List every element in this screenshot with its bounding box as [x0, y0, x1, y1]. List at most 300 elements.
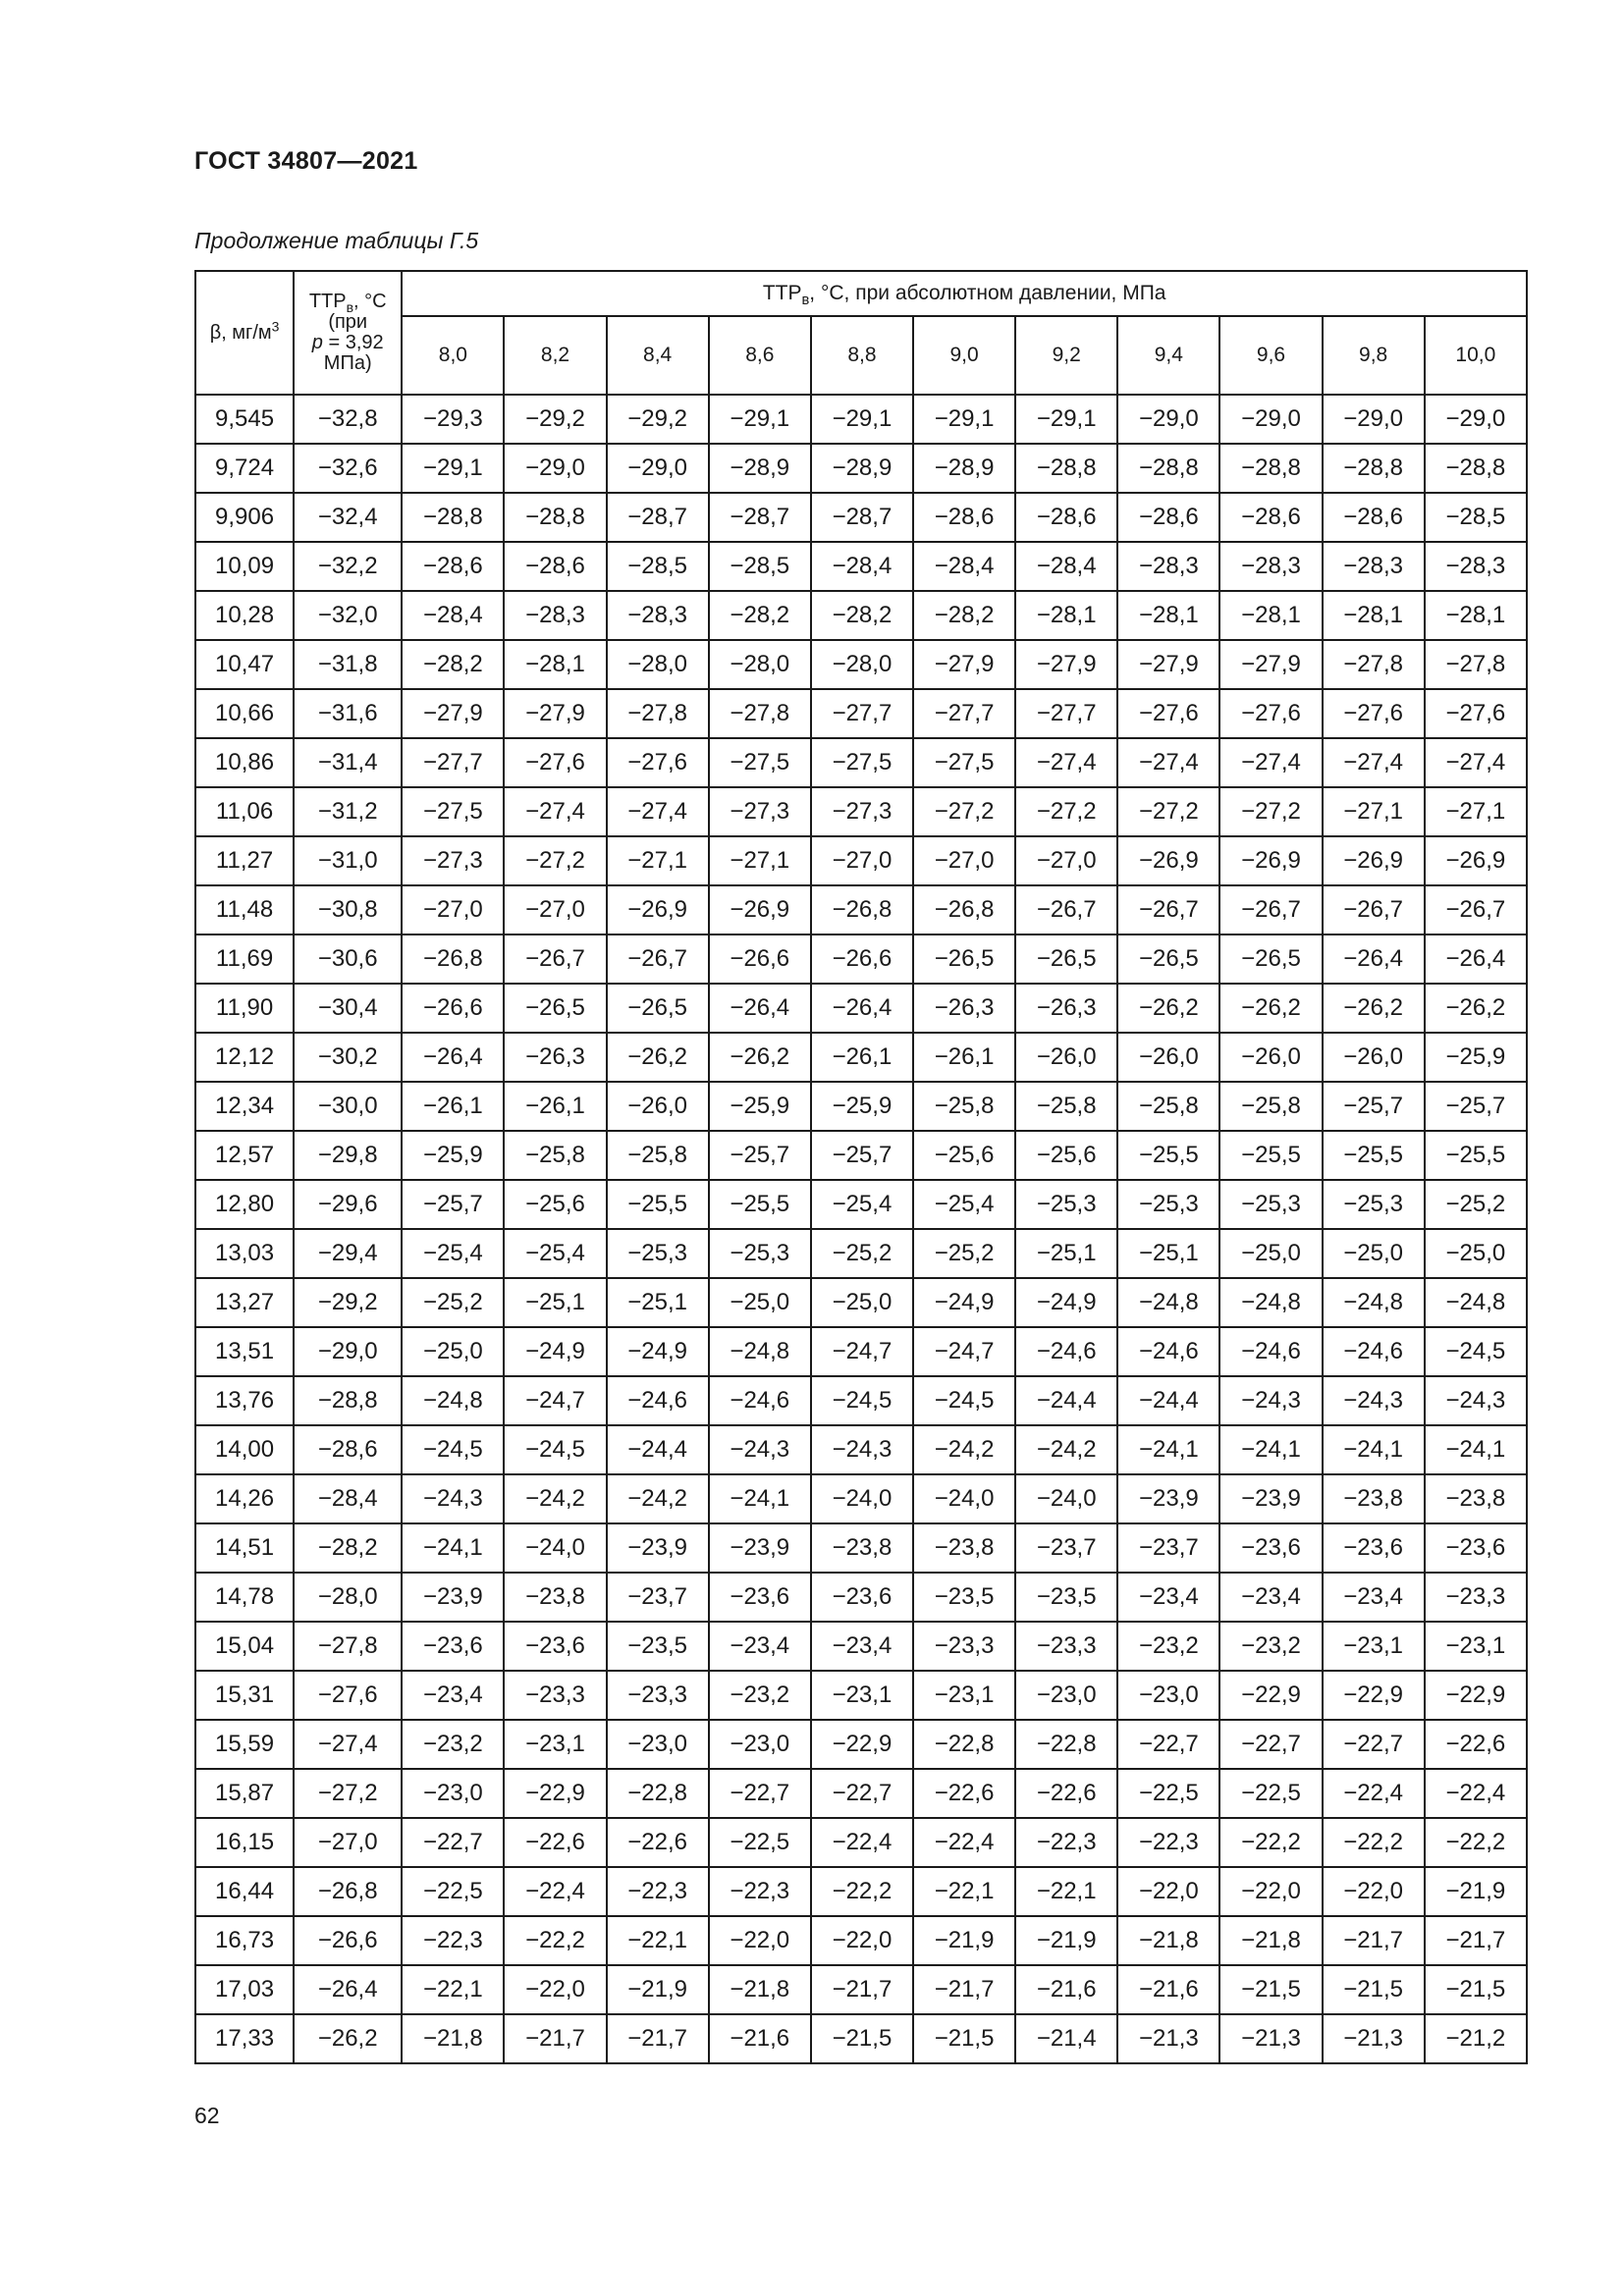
ttr-value-cell: −25,1 — [607, 1278, 709, 1327]
ttr-value-cell: −21,7 — [811, 1965, 913, 2014]
ttr-value-cell: −24,5 — [1425, 1327, 1527, 1376]
ttr-value-cell: −27,9 — [402, 689, 504, 738]
ttr-value-cell: −25,0 — [1219, 1229, 1322, 1278]
ttr-value-cell: −25,0 — [1425, 1229, 1527, 1278]
ttr-value-cell: −22,3 — [402, 1916, 504, 1965]
ttr-value-cell: −26,8 — [913, 885, 1015, 934]
ttr-value-cell: −23,2 — [1219, 1622, 1322, 1671]
ttr-value-cell: −22,7 — [1117, 1720, 1219, 1769]
ttr-value-cell: −25,1 — [1117, 1229, 1219, 1278]
ttr-value-cell: −21,8 — [402, 2014, 504, 2063]
beta-cell: 9,906 — [195, 493, 294, 542]
ttr-value-cell: −25,0 — [709, 1278, 811, 1327]
beta-cell: 11,48 — [195, 885, 294, 934]
ttr-value-cell: −23,4 — [811, 1622, 913, 1671]
ttr-base-cell: −30,8 — [294, 885, 402, 934]
ttr-value-cell: −26,3 — [504, 1033, 606, 1082]
ttr-value-cell: −23,3 — [504, 1671, 606, 1720]
ttr-value-cell: −21,7 — [607, 2014, 709, 2063]
ttr-value-cell: −29,3 — [402, 395, 504, 444]
ttr-value-cell: −26,1 — [811, 1033, 913, 1082]
ttr-value-cell: −27,5 — [402, 787, 504, 836]
ttr-value-cell: −28,1 — [1425, 591, 1527, 640]
table-row — [195, 1769, 1527, 1818]
ttr-value-cell: −28,3 — [1425, 542, 1527, 591]
ttr-value-cell: −27,1 — [1425, 787, 1527, 836]
ttr-value-cell: −25,8 — [1219, 1082, 1322, 1131]
beta-cell: 12,57 — [195, 1131, 294, 1180]
beta-column-header — [195, 271, 294, 395]
beta-cell: 10,47 — [195, 640, 294, 689]
ttr-value-cell: −29,0 — [1117, 395, 1219, 444]
ttr-value-cell: −21,9 — [607, 1965, 709, 2014]
beta-cell: 10,28 — [195, 591, 294, 640]
ttr-value-cell: −21,7 — [913, 1965, 1015, 2014]
ttr-value-cell: −26,2 — [1425, 984, 1527, 1033]
ttr-base-cell: −30,0 — [294, 1082, 402, 1131]
ttr-value-cell: −28,1 — [1323, 591, 1425, 640]
ttr-value-cell: −27,9 — [1015, 640, 1117, 689]
ttr-base-cell: −26,8 — [294, 1867, 402, 1916]
table-row — [195, 1278, 1527, 1327]
ttr-value-cell: −22,0 — [1219, 1867, 1322, 1916]
ttr-value-cell: −23,8 — [811, 1523, 913, 1573]
ttr-value-cell: −28,2 — [811, 591, 913, 640]
ttr-value-cell: −25,8 — [913, 1082, 1015, 1131]
table-row — [195, 1573, 1527, 1622]
ttr-value-cell: −27,7 — [402, 738, 504, 787]
ttr-value-cell: −21,8 — [1219, 1916, 1322, 1965]
ttr-value-cell: −25,9 — [709, 1082, 811, 1131]
ttr-value-cell: −27,6 — [1323, 689, 1425, 738]
ttr-value-cell: −26,9 — [709, 885, 811, 934]
ttr-value-cell: −22,5 — [1117, 1769, 1219, 1818]
ttr-value-cell: −25,4 — [402, 1229, 504, 1278]
table-row — [195, 640, 1527, 689]
ttr-value-cell: −29,1 — [811, 395, 913, 444]
ttr-value-cell: −28,3 — [1117, 542, 1219, 591]
ttr-value-cell: −28,5 — [607, 542, 709, 591]
ttr-value-cell: −27,9 — [1117, 640, 1219, 689]
ttr-value-cell: −24,6 — [1117, 1327, 1219, 1376]
ttr-value-cell: −22,7 — [1323, 1720, 1425, 1769]
beta-cell: 13,76 — [195, 1376, 294, 1425]
ttr-value-cell: −27,0 — [1015, 836, 1117, 885]
ttr-value-cell: −27,2 — [913, 787, 1015, 836]
ttr-value-cell: −23,4 — [1117, 1573, 1219, 1622]
ttr-value-cell: −27,4 — [1117, 738, 1219, 787]
ttr-base-cell: −30,4 — [294, 984, 402, 1033]
ttr-header-line4: МПа) — [323, 352, 372, 374]
beta-cell: 16,15 — [195, 1818, 294, 1867]
ttr-value-cell: −25,7 — [811, 1131, 913, 1180]
ttr-value-cell: −22,0 — [504, 1965, 606, 2014]
ttr-value-cell: −27,4 — [1425, 738, 1527, 787]
ttr-value-cell: −26,4 — [1425, 934, 1527, 984]
ttr-value-cell: −26,9 — [1117, 836, 1219, 885]
ttr-base-cell: −32,4 — [294, 493, 402, 542]
group-header-sub: в — [801, 293, 810, 309]
ttr-value-cell: −23,9 — [607, 1523, 709, 1573]
ttr-value-cell: −22,1 — [913, 1867, 1015, 1916]
table-row — [195, 836, 1527, 885]
ttr-value-cell: −22,4 — [504, 1867, 606, 1916]
group-header-rest: , °С, при абсолютном давлении, МПа — [809, 282, 1166, 304]
ttr-base-cell: −29,6 — [294, 1180, 402, 1229]
ttr-value-cell: −27,5 — [913, 738, 1015, 787]
ttr-value-cell: −26,7 — [504, 934, 606, 984]
ttr-value-cell: −25,5 — [607, 1180, 709, 1229]
ttr-value-cell: −25,5 — [1323, 1131, 1425, 1180]
ttr-value-cell: −24,8 — [1425, 1278, 1527, 1327]
ttr-base-cell: −26,4 — [294, 1965, 402, 2014]
ttr-value-cell: −24,9 — [504, 1327, 606, 1376]
ttr-base-cell: −26,6 — [294, 1916, 402, 1965]
ttr-value-cell: −26,9 — [1425, 836, 1527, 885]
ttr-value-cell: −24,2 — [1015, 1425, 1117, 1474]
ttr-value-cell: −28,6 — [504, 542, 606, 591]
ttr-value-cell: −22,0 — [1323, 1867, 1425, 1916]
ttr-value-cell: −27,3 — [811, 787, 913, 836]
ttr-value-cell: −28,7 — [709, 493, 811, 542]
ttr-value-cell: −25,7 — [1323, 1082, 1425, 1131]
ttr-value-cell: −22,2 — [1425, 1818, 1527, 1867]
ttr-value-cell: −21,3 — [1117, 2014, 1219, 2063]
ttr-value-cell: −25,2 — [1425, 1180, 1527, 1229]
ttr-base-cell: −27,0 — [294, 1818, 402, 1867]
ttr-value-cell: −25,6 — [913, 1131, 1015, 1180]
table-row — [195, 1622, 1527, 1671]
ttr-value-cell: −24,7 — [811, 1327, 913, 1376]
ttr-value-cell: −27,4 — [607, 787, 709, 836]
table-row — [195, 1474, 1527, 1523]
ttr-value-cell: −23,9 — [1117, 1474, 1219, 1523]
beta-cell: 13,27 — [195, 1278, 294, 1327]
ttr-value-cell: −25,6 — [504, 1180, 606, 1229]
ttr-value-cell: −22,7 — [1219, 1720, 1322, 1769]
ttr-value-cell: −27,1 — [1323, 787, 1425, 836]
ttr-value-cell: −29,2 — [607, 395, 709, 444]
table-row — [195, 1720, 1527, 1769]
ttr-value-cell: −28,3 — [1219, 542, 1322, 591]
ttr-value-cell: −23,0 — [709, 1720, 811, 1769]
ttr-value-cell: −25,3 — [607, 1229, 709, 1278]
ttr-value-cell: −24,6 — [607, 1376, 709, 1425]
ttr-value-cell: −22,4 — [913, 1818, 1015, 1867]
ttr-value-cell: −23,4 — [402, 1671, 504, 1720]
ttr-value-cell: −25,9 — [811, 1082, 913, 1131]
ttr-value-cell: −22,0 — [709, 1916, 811, 1965]
ttr-base-cell: −28,4 — [294, 1474, 402, 1523]
ttr-value-cell: −22,3 — [1117, 1818, 1219, 1867]
ttr-value-cell: −25,3 — [1323, 1180, 1425, 1229]
ttr-value-cell: −24,8 — [1323, 1278, 1425, 1327]
ttr-value-cell: −23,0 — [607, 1720, 709, 1769]
ttr-value-cell: −22,5 — [1219, 1769, 1322, 1818]
ttr-value-cell: −24,6 — [1323, 1327, 1425, 1376]
ttr-value-cell: −23,5 — [913, 1573, 1015, 1622]
ttr-value-cell: −27,3 — [402, 836, 504, 885]
ttr-value-cell: −27,8 — [1425, 640, 1527, 689]
pressure-column-header: 8,4 — [607, 316, 709, 395]
ttr-value-cell: −25,7 — [709, 1131, 811, 1180]
ttr-value-cell: −25,1 — [504, 1278, 606, 1327]
ttr-value-cell: −22,0 — [1117, 1867, 1219, 1916]
ttr-value-cell: −23,7 — [1117, 1523, 1219, 1573]
table-row — [195, 1671, 1527, 1720]
ttr-value-cell: −27,2 — [504, 836, 606, 885]
table-row — [195, 493, 1527, 542]
ttr-value-cell: −28,3 — [607, 591, 709, 640]
ttr-value-cell: −22,6 — [913, 1769, 1015, 1818]
ttr-value-cell: −25,5 — [1425, 1131, 1527, 1180]
ttr-base-cell: −27,8 — [294, 1622, 402, 1671]
ttr-value-cell: −26,8 — [811, 885, 913, 934]
pressure-group-header — [402, 271, 1527, 316]
ttr-value-cell: −27,2 — [1219, 787, 1322, 836]
ttr-value-cell: −21,6 — [1015, 1965, 1117, 2014]
ttr-value-cell: −24,6 — [1015, 1327, 1117, 1376]
beta-cell: 14,51 — [195, 1523, 294, 1573]
ttr-value-cell: −24,6 — [709, 1376, 811, 1425]
ttr-value-cell: −24,4 — [607, 1425, 709, 1474]
table-row — [195, 1376, 1527, 1425]
ttr-value-cell: −29,0 — [1219, 395, 1322, 444]
ttr-value-cell: −28,6 — [913, 493, 1015, 542]
ttr-value-cell: −22,1 — [1015, 1867, 1117, 1916]
ttr-value-cell: −22,9 — [811, 1720, 913, 1769]
ttr-value-cell: −28,1 — [1015, 591, 1117, 640]
ttr-value-cell: −27,9 — [504, 689, 606, 738]
ttr-value-cell: −26,0 — [1219, 1033, 1322, 1082]
ttr-value-cell: −22,6 — [1425, 1720, 1527, 1769]
ttr-value-cell: −25,3 — [709, 1229, 811, 1278]
ttr-value-cell: −22,4 — [811, 1818, 913, 1867]
ttr-base-cell: −30,2 — [294, 1033, 402, 1082]
ttr-base-cell: −30,6 — [294, 934, 402, 984]
ttr-value-cell: −27,8 — [1323, 640, 1425, 689]
ttr-value-cell: −21,8 — [709, 1965, 811, 2014]
ttr-value-cell: −21,9 — [1015, 1916, 1117, 1965]
ttr-value-cell: −26,1 — [402, 1082, 504, 1131]
ttr-value-cell: −26,8 — [402, 934, 504, 984]
ttr-value-cell: −25,3 — [1117, 1180, 1219, 1229]
table-row — [195, 1033, 1527, 1082]
ttr-value-cell: −22,0 — [811, 1916, 913, 1965]
ttr-value-cell: −26,4 — [402, 1033, 504, 1082]
ttr-base-cell: −29,0 — [294, 1327, 402, 1376]
ttr-base-cell: −28,8 — [294, 1376, 402, 1425]
pressure-column-header: 9,0 — [913, 316, 1015, 395]
ttr-value-cell: −28,0 — [709, 640, 811, 689]
ttr-value-cell: −28,1 — [504, 640, 606, 689]
ttr-value-cell: −24,8 — [1117, 1278, 1219, 1327]
table-row — [195, 542, 1527, 591]
beta-cell: 12,12 — [195, 1033, 294, 1082]
ttr-header-line3: = 3,92 — [322, 332, 384, 353]
ttr-base-cell: −26,2 — [294, 2014, 402, 2063]
ttr-value-cell: −28,8 — [504, 493, 606, 542]
ttr-value-cell: −27,4 — [1015, 738, 1117, 787]
ttr-value-cell: −28,4 — [913, 542, 1015, 591]
ttr-value-cell: −24,1 — [1323, 1425, 1425, 1474]
beta-cell: 15,87 — [195, 1769, 294, 1818]
ttr-value-cell: −28,3 — [1323, 542, 1425, 591]
ttr-value-cell: −23,3 — [607, 1671, 709, 1720]
ttr-value-cell: −21,7 — [504, 2014, 606, 2063]
ttr-value-cell: −22,5 — [709, 1818, 811, 1867]
ttr-value-cell: −26,6 — [402, 984, 504, 1033]
ttr-value-cell: −24,5 — [811, 1376, 913, 1425]
ttr-value-cell: −22,2 — [504, 1916, 606, 1965]
ttr-value-cell: −22,6 — [607, 1818, 709, 1867]
ttr-header-p: р — [311, 332, 323, 353]
ttr-value-cell: −25,8 — [1117, 1082, 1219, 1131]
ttr-value-cell: −26,0 — [607, 1082, 709, 1131]
ttr-value-cell: −24,9 — [607, 1327, 709, 1376]
ttr-value-cell: −22,6 — [504, 1818, 606, 1867]
ttr-value-cell: −26,7 — [1219, 885, 1322, 934]
ttr-base-cell: −31,0 — [294, 836, 402, 885]
ttr-value-cell: −24,7 — [913, 1327, 1015, 1376]
beta-cell: 17,03 — [195, 1965, 294, 2014]
ttr-base-cell: −32,2 — [294, 542, 402, 591]
ttr-value-cell: −26,4 — [1323, 934, 1425, 984]
ttr-value-cell: −26,5 — [1117, 934, 1219, 984]
ttr-value-cell: −29,1 — [709, 395, 811, 444]
ttr-value-cell: −21,5 — [811, 2014, 913, 2063]
ttr-value-cell: −26,7 — [1323, 885, 1425, 934]
table-row — [195, 1082, 1527, 1131]
ttr-header-sub: в — [346, 298, 354, 315]
ttr-value-cell: −22,5 — [402, 1867, 504, 1916]
ttr-value-cell: −26,2 — [1323, 984, 1425, 1033]
ttr-value-cell: −23,0 — [1015, 1671, 1117, 1720]
ttr-value-cell: −24,8 — [1219, 1278, 1322, 1327]
beta-cell: 15,04 — [195, 1622, 294, 1671]
ttr-value-cell: −26,7 — [1015, 885, 1117, 934]
ttr-value-cell: −23,1 — [811, 1671, 913, 1720]
ttr-value-cell: −23,0 — [1117, 1671, 1219, 1720]
ttr-value-cell: −26,9 — [1323, 836, 1425, 885]
pressure-column-header: 8,0 — [402, 316, 504, 395]
ttr-value-cell: −25,4 — [504, 1229, 606, 1278]
ttr-value-cell: −22,1 — [607, 1916, 709, 1965]
ttr-value-cell: −26,7 — [1425, 885, 1527, 934]
beta-cell: 13,03 — [195, 1229, 294, 1278]
ttr-value-cell: −23,8 — [1425, 1474, 1527, 1523]
ttr-value-cell: −28,8 — [1323, 444, 1425, 493]
ttr-value-cell: −23,3 — [1015, 1622, 1117, 1671]
ttr-value-cell: −27,7 — [1015, 689, 1117, 738]
ttr-value-cell: −27,5 — [709, 738, 811, 787]
beta-cell: 10,66 — [195, 689, 294, 738]
ttr-value-cell: −28,2 — [402, 640, 504, 689]
ttr-value-cell: −22,2 — [1323, 1818, 1425, 1867]
ttr-value-cell: −24,3 — [709, 1425, 811, 1474]
ttr-value-cell: −26,2 — [709, 1033, 811, 1082]
ttr-value-cell: −22,3 — [709, 1867, 811, 1916]
ttr-value-cell: −24,0 — [913, 1474, 1015, 1523]
ttr-value-cell: −26,2 — [1117, 984, 1219, 1033]
beta-cell: 12,80 — [195, 1180, 294, 1229]
ttr-value-cell: −23,1 — [504, 1720, 606, 1769]
ttr-value-cell: −24,9 — [1015, 1278, 1117, 1327]
ttr-value-cell: −23,2 — [402, 1720, 504, 1769]
ttr-value-cell: −27,8 — [709, 689, 811, 738]
table-row — [195, 1818, 1527, 1867]
ttr-value-cell: −28,8 — [1015, 444, 1117, 493]
ttr-value-cell: −23,4 — [1323, 1573, 1425, 1622]
beta-cell: 10,86 — [195, 738, 294, 787]
table-row — [195, 1229, 1527, 1278]
ttr-value-cell: −22,9 — [1425, 1671, 1527, 1720]
beta-header-text: β, мг/м — [209, 321, 272, 344]
ttr-value-cell: −25,4 — [913, 1180, 1015, 1229]
ttr-value-cell: −26,5 — [607, 984, 709, 1033]
beta-cell: 14,78 — [195, 1573, 294, 1622]
ttr-value-cell: −29,0 — [1425, 395, 1527, 444]
beta-cell: 14,00 — [195, 1425, 294, 1474]
ttr-value-cell: −28,6 — [402, 542, 504, 591]
ttr-value-cell: −26,4 — [709, 984, 811, 1033]
ttr-value-cell: −27,1 — [709, 836, 811, 885]
ttr-base-cell: −29,8 — [294, 1131, 402, 1180]
pressure-column-header: 9,8 — [1323, 316, 1425, 395]
ttr-value-cell: −24,2 — [607, 1474, 709, 1523]
table-row — [195, 1131, 1527, 1180]
ttr-value-cell: −26,1 — [504, 1082, 606, 1131]
ttr-value-cell: −22,8 — [913, 1720, 1015, 1769]
ttr-value-cell: −23,9 — [709, 1523, 811, 1573]
ttr-value-cell: −26,3 — [1015, 984, 1117, 1033]
ttr-value-cell: −25,9 — [1425, 1033, 1527, 1082]
ttr-value-cell: −28,8 — [1117, 444, 1219, 493]
ttr-value-cell: −21,5 — [1219, 1965, 1322, 2014]
ttr-value-cell: −27,6 — [1219, 689, 1322, 738]
ttr-value-cell: −26,7 — [607, 934, 709, 984]
ttr-value-cell: −24,3 — [402, 1474, 504, 1523]
ttr-value-cell: −22,4 — [1323, 1769, 1425, 1818]
ttr-value-cell: −28,2 — [709, 591, 811, 640]
ttr-value-cell: −24,2 — [913, 1425, 1015, 1474]
ttr-value-cell: −23,7 — [1015, 1523, 1117, 1573]
ttr-value-cell: −24,4 — [1015, 1376, 1117, 1425]
ttr-value-cell: −22,7 — [402, 1818, 504, 1867]
ttr-value-cell: −27,6 — [504, 738, 606, 787]
ttr-base-cell: −31,4 — [294, 738, 402, 787]
ttr-base-cell: −28,6 — [294, 1425, 402, 1474]
ttr-value-cell: −23,3 — [913, 1622, 1015, 1671]
pressure-column-header: 8,8 — [811, 316, 913, 395]
ttr-value-cell: −28,6 — [1323, 493, 1425, 542]
ttr-value-cell: −22,6 — [1015, 1769, 1117, 1818]
ttr-value-cell: −29,0 — [607, 444, 709, 493]
beta-cell: 15,59 — [195, 1720, 294, 1769]
ttr-value-cell: −26,3 — [913, 984, 1015, 1033]
ttr-base-cell: −27,4 — [294, 1720, 402, 1769]
beta-cell: 14,26 — [195, 1474, 294, 1523]
table-row — [195, 885, 1527, 934]
ttr-value-cell: −24,1 — [1219, 1425, 1322, 1474]
ttr-value-cell: −26,5 — [1219, 934, 1322, 984]
ttr-value-cell: −22,9 — [504, 1769, 606, 1818]
ttr-value-cell: −26,5 — [913, 934, 1015, 984]
beta-cell: 11,90 — [195, 984, 294, 1033]
ttr-value-cell: −23,5 — [607, 1622, 709, 1671]
ttr-value-cell: −25,5 — [1219, 1131, 1322, 1180]
ttr-value-cell: −21,5 — [1323, 1965, 1425, 2014]
